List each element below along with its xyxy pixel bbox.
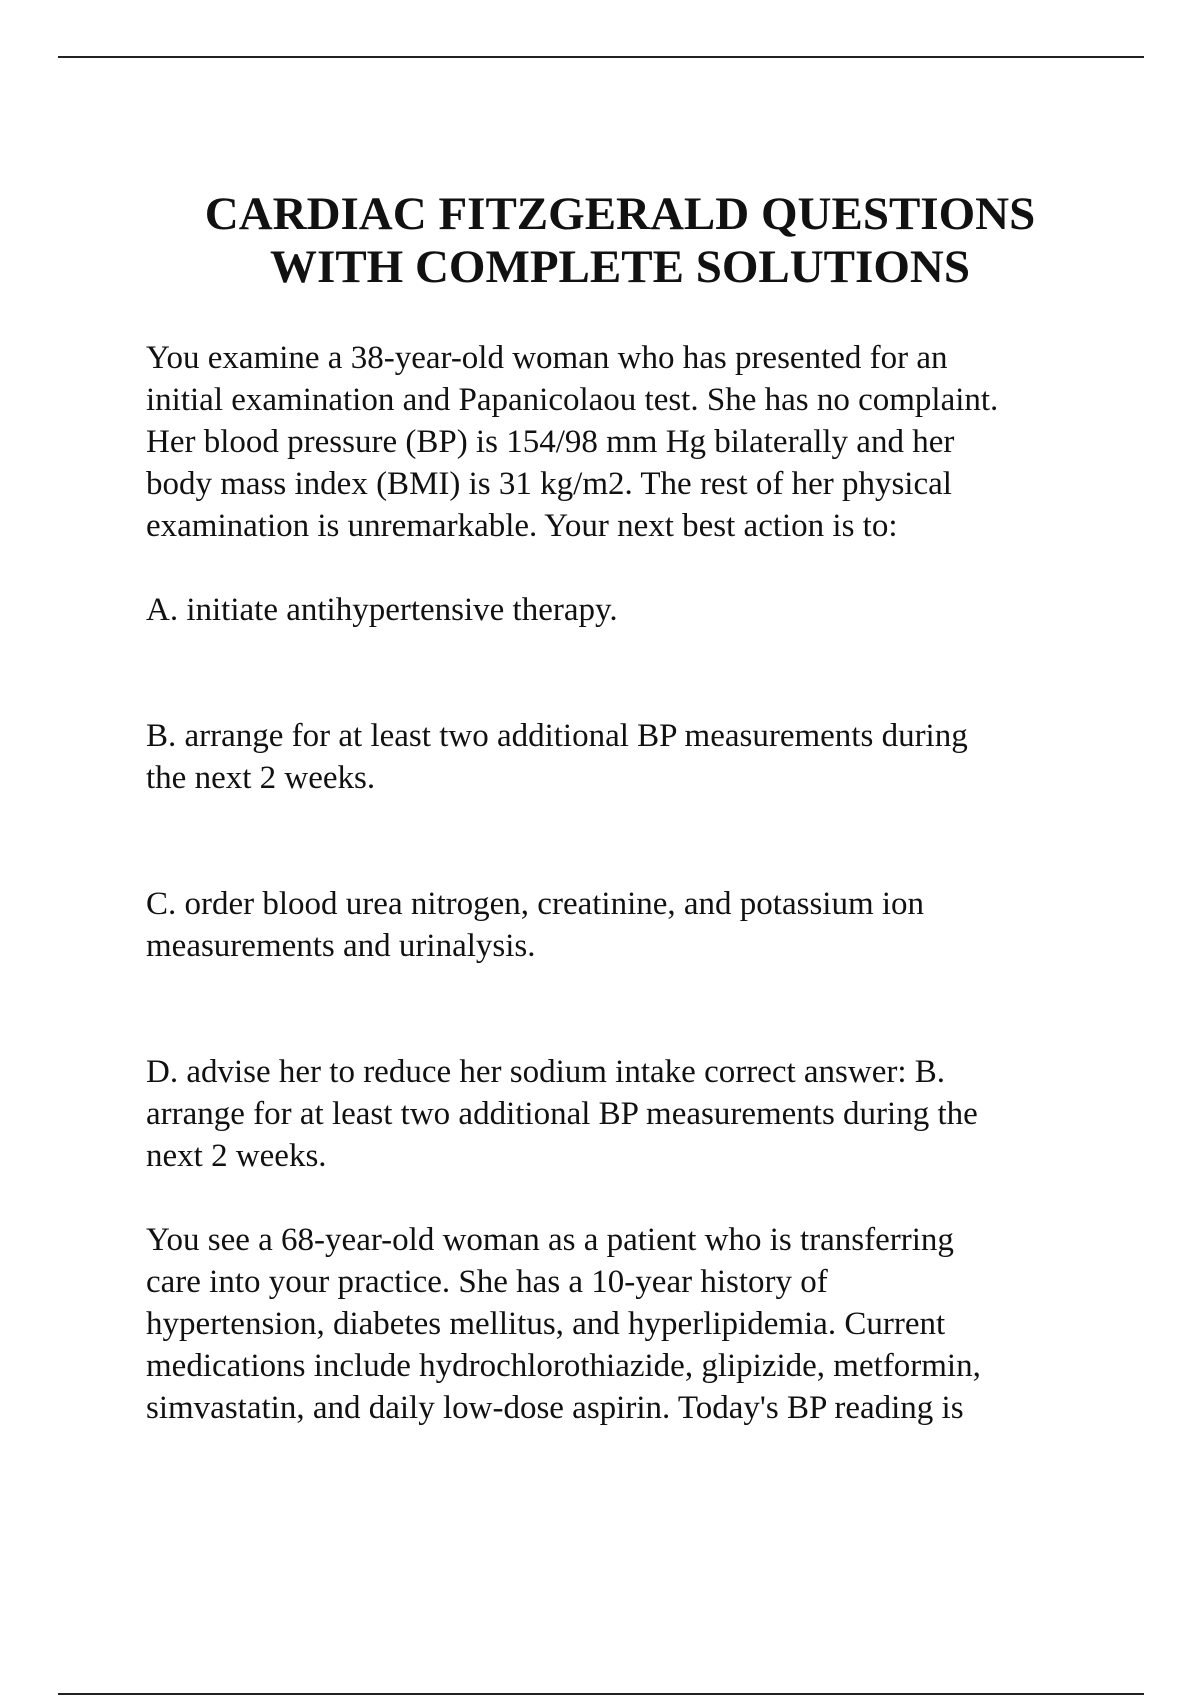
title-line: CARDIAC FITZGERALD QUESTIONS bbox=[204, 188, 1036, 240]
text-line: C. order blood urea nitrogen, creatinine, and potassium ion bbox=[146, 886, 925, 922]
text-line: the next 2 weeks. bbox=[146, 760, 376, 796]
text-line: D. advise her to reduce her sodium intake correct answer: B. bbox=[146, 1054, 946, 1090]
bottom-divider bbox=[58, 1693, 1144, 1695]
document-body bbox=[146, 337, 1146, 1429]
text-line: A. initiate antihypertensive therapy. bbox=[146, 592, 618, 628]
text-line: arrange for at least two additional BP measurements during the bbox=[146, 1096, 978, 1132]
text-line: B. arrange for at least two additional BP measurements during bbox=[146, 718, 968, 754]
text-line: examination is unremarkable. Your next best action is to: bbox=[146, 508, 898, 544]
text-line: hypertension, diabetes mellitus, and hyperlipidemia. Current bbox=[146, 1306, 946, 1342]
question-1-option-b bbox=[146, 715, 1146, 799]
text-line: medications include hydrochlorothiazide, glipizide, metformin, bbox=[146, 1348, 981, 1384]
question-2-stem bbox=[146, 1219, 1146, 1429]
text-line: next 2 weeks. bbox=[146, 1138, 327, 1174]
top-divider bbox=[58, 56, 1144, 58]
text-line: measurements and urinalysis. bbox=[146, 928, 536, 964]
question-1-option-c bbox=[146, 883, 1146, 967]
title-line: WITH COMPLETE SOLUTIONS bbox=[270, 241, 970, 293]
question-1-option-d-answer bbox=[146, 1051, 1146, 1177]
document-title bbox=[60, 188, 1180, 294]
text-line: body mass index (BMI) is 31 kg/m2. The rest of her physical bbox=[146, 466, 952, 502]
text-line: You see a 68-year-old woman as a patient who is transferring bbox=[146, 1222, 954, 1258]
text-line: Her blood pressure (BP) is 154/98 mm Hg bilaterally and her bbox=[146, 424, 955, 460]
question-1-option-a bbox=[146, 589, 1146, 631]
text-line: You examine a 38-year-old woman who has presented for an bbox=[146, 340, 948, 376]
text-line: care into your practice. She has a 10-year history of bbox=[146, 1264, 828, 1300]
text-line: simvastatin, and daily low-dose aspirin. Today's BP reading is bbox=[146, 1390, 964, 1426]
text-line: initial examination and Papanicolaou test. She has no complaint. bbox=[146, 382, 999, 418]
question-1-stem bbox=[146, 337, 1146, 547]
